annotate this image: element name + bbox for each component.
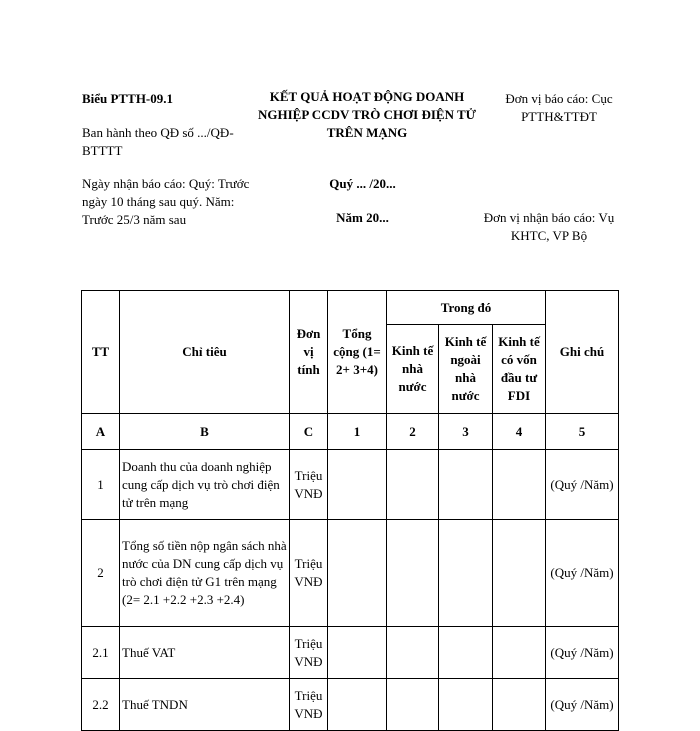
receiving-unit: Đơn vị nhận báo cáo: Vụ KHTC, VP Bộ (483, 210, 615, 243)
code-cell: 1 (328, 414, 387, 450)
row-non-state[interactable] (439, 450, 493, 520)
col-header-total: Tổng cộng (1= 2+ 3+4) (328, 291, 387, 414)
row-tt: 2 (82, 520, 120, 627)
code-cell: 2 (387, 414, 439, 450)
row-state[interactable] (387, 679, 439, 731)
col-header-of-which: Trong đó (387, 291, 546, 325)
row-tt: 2.2 (82, 679, 120, 731)
row-fdi[interactable] (493, 627, 546, 679)
row-indicator: Doanh thu của doanh nghiệp cung cấp dịch vụ trò chơi điện tử trên mạng (120, 450, 290, 520)
row-state[interactable] (387, 627, 439, 679)
row-note: (Quý /Năm) (546, 450, 619, 520)
row-non-state[interactable] (439, 627, 493, 679)
row-unit: Triệu VNĐ (290, 520, 328, 627)
report-title: KẾT QUẢ HOẠT ĐỘNG DOANH NGHIỆP CCDV TRÒ CHƠI ĐIỆN TỬ TRÊN MẠNG (257, 89, 477, 140)
row-unit: Triệu VNĐ (290, 450, 328, 520)
table-row (82, 520, 619, 627)
report-table (81, 290, 619, 731)
row-indicator: Tổng số tiền nộp ngân sách nhà nước của DN cung cấp dịch vụ trò chơi điện tử G1 trên mạng (2= 2.1 +2.2 +2.3 +2.4) (120, 520, 290, 627)
row-unit: Triệu VNĐ (290, 679, 328, 731)
row-total[interactable] (328, 627, 387, 679)
row-non-state[interactable] (439, 520, 493, 627)
col-header-fdi: Kinh tế có vốn đầu tư FDI (493, 325, 546, 414)
col-header-state: Kinh tế nhà nước (387, 325, 439, 414)
code-cell: A (82, 414, 120, 450)
row-indicator: Thuế VAT (120, 627, 290, 679)
col-header-note: Ghi chú (546, 291, 619, 414)
row-note: (Quý /Năm) (546, 679, 619, 731)
col-header-indicator: Chỉ tiêu (120, 291, 290, 414)
row-tt: 2.1 (82, 627, 120, 679)
row-note: (Quý /Năm) (546, 627, 619, 679)
table-row (82, 627, 619, 679)
form-code: Biểu PTTH-09.1 (82, 91, 174, 106)
report-quarter: Quý ... /20... (329, 176, 396, 191)
code-cell: 5 (546, 414, 619, 450)
header-row-1 (82, 291, 619, 325)
row-fdi[interactable] (493, 520, 546, 627)
row-state[interactable] (387, 520, 439, 627)
col-header-non-state: Kinh tế ngoài nhà nước (439, 325, 493, 414)
col-header-tt: TT (82, 291, 120, 414)
table-row (82, 679, 619, 731)
code-cell: 3 (439, 414, 493, 450)
row-fdi[interactable] (493, 679, 546, 731)
code-cell: 4 (493, 414, 546, 450)
col-header-unit: Đơn vị tính (290, 291, 328, 414)
receive-date: Ngày nhận báo cáo: Quý: Trước ngày 10 tháng sau quý. Năm: Trước 25/3 năm sau (82, 176, 250, 227)
row-total[interactable] (328, 450, 387, 520)
row-unit: Triệu VNĐ (290, 627, 328, 679)
row-total[interactable] (328, 679, 387, 731)
row-tt: 1 (82, 450, 120, 520)
row-fdi[interactable] (493, 450, 546, 520)
issued-by: Ban hành theo QĐ số .../QĐ-BTTTT (82, 125, 234, 158)
code-cell: C (290, 414, 328, 450)
row-note: (Quý /Năm) (546, 520, 619, 627)
row-non-state[interactable] (439, 679, 493, 731)
row-state[interactable] (387, 450, 439, 520)
code-cell: B (120, 414, 290, 450)
table-row (82, 450, 619, 520)
code-row (82, 414, 619, 450)
row-indicator: Thuế TNDN (120, 679, 290, 731)
row-total[interactable] (328, 520, 387, 627)
reporting-unit: Đơn vị báo cáo: Cục PTTH&TTĐT (505, 91, 613, 124)
report-year: Năm 20... (336, 210, 389, 225)
